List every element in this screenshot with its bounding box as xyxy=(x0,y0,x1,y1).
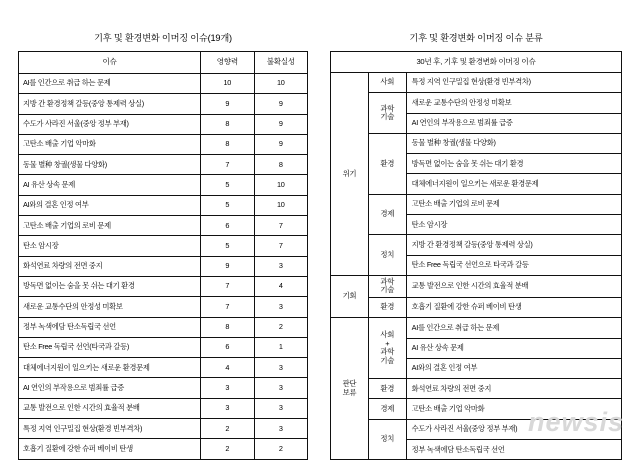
watermark-logo: newsis xyxy=(527,407,624,437)
uncertainty-value: 10 xyxy=(254,175,307,195)
table-row xyxy=(19,236,308,256)
table-header-row xyxy=(331,52,622,73)
impact-value: 5 xyxy=(201,195,254,215)
left-table-title: 기후 및 환경변화 이머징 이슈(19개) xyxy=(94,33,232,43)
issue-name: 정부 녹색에담 탄소독립국 선언 xyxy=(406,440,621,460)
table-row xyxy=(19,74,308,94)
issue-name: 대체에너지원이 일으키는 새로운 환경문제 xyxy=(406,174,621,194)
right-table-title: 기후 및 환경변화 이머징 이슈 분류 xyxy=(409,33,543,43)
subgroup-label: 경제 xyxy=(368,399,406,419)
uncertainty-value: 8 xyxy=(254,155,307,175)
impact-value: 5 xyxy=(201,175,254,195)
issue-name: 화석연료 차량의 전면 중지 xyxy=(19,256,201,276)
table-row xyxy=(19,398,308,418)
uncertainty-value: 9 xyxy=(254,134,307,154)
issue-name: 고탄소 배출 기업 악마화 xyxy=(406,399,621,419)
table-row xyxy=(19,216,308,236)
table-row xyxy=(331,194,622,214)
uncertainty-value: 3 xyxy=(254,358,307,378)
subgroup-label: 정치 xyxy=(368,235,406,276)
uncertainty-value: 2 xyxy=(254,317,307,337)
right-panel xyxy=(330,30,622,460)
issue-name: 화석연료 차량의 전면 중지 xyxy=(406,379,621,399)
issue-name: 동물 별种 창궐(생물 다양화) xyxy=(19,155,201,175)
issue-name: 특정 지역 인구밀집 현상(환경 빈부격차) xyxy=(406,73,621,93)
table-row xyxy=(19,276,308,296)
impact-value: 4 xyxy=(201,358,254,378)
issue-name: 새로운 교통수단의 안정성 미확보 xyxy=(406,93,621,113)
table-row xyxy=(331,318,622,338)
impact-value: 9 xyxy=(201,94,254,114)
table-row xyxy=(19,337,308,357)
table-row xyxy=(331,93,622,113)
issue-name: 교통 발전으로 인한 시간의 효율적 분배 xyxy=(406,275,621,297)
table-row xyxy=(331,235,622,255)
table-row xyxy=(19,439,308,459)
table-row xyxy=(19,358,308,378)
subgroup-label: 과학 기술 xyxy=(368,93,406,134)
uncertainty-value: 7 xyxy=(254,216,307,236)
table-row xyxy=(19,114,308,134)
issue-name: 특정 지역 인구밀집 현상(환경 빈부격차) xyxy=(19,419,201,439)
group-label: 위기 xyxy=(331,73,369,276)
uncertainty-value: 10 xyxy=(254,74,307,94)
left-panel xyxy=(18,30,308,460)
impact-value: 8 xyxy=(201,134,254,154)
issue-name: 교통 발전으로 인한 시간의 효율적 분배 xyxy=(19,398,201,418)
impact-value: 6 xyxy=(201,216,254,236)
issue-name: AI와의 결혼 인정 여부 xyxy=(406,358,621,378)
issue-name: 새로운 교통수단의 안정성 미확보 xyxy=(19,297,201,317)
issue-name: 탄소 암시장 xyxy=(19,236,201,256)
issue-name: AI와의 결혼 인정 여부 xyxy=(19,195,201,215)
classification-header: 30년 후, 기후 및 환경변화 이머징 이슈 xyxy=(331,52,622,73)
issue-name: AI를 인간으로 취급 하는 문제 xyxy=(19,74,201,94)
uncertainty-value: 3 xyxy=(254,398,307,418)
issue-name: 탄소 Free 독립국 선언(타국과 갈등) xyxy=(19,337,201,357)
issue-classification-table xyxy=(330,51,622,460)
issue-name: 동물 별种 창궐(생물 다양화) xyxy=(406,133,621,153)
issue-name: 방독면 없이는 숨을 못 쉬는 대기 환경 xyxy=(19,276,201,296)
impact-value: 6 xyxy=(201,337,254,357)
subgroup-label: 환경 xyxy=(368,298,406,318)
issue-name: AI를 인간으로 취급 하는 문제 xyxy=(406,318,621,338)
table-row xyxy=(331,298,622,318)
table-row xyxy=(331,379,622,399)
impact-value: 3 xyxy=(201,378,254,398)
impact-value: 2 xyxy=(201,439,254,459)
issue-name: 고탄소 배출 기업의 로비 문제 xyxy=(406,194,621,214)
issue-name: 고탄소 배출 기업의 로비 문제 xyxy=(19,216,201,236)
col-header-issue: 이슈 xyxy=(19,52,201,74)
issue-name: 지방 간 환경정책 갈등(중앙 통제력 상실) xyxy=(406,235,621,255)
emerging-issues-table xyxy=(18,51,308,460)
subgroup-label: 경제 xyxy=(368,194,406,235)
uncertainty-value: 3 xyxy=(254,256,307,276)
uncertainty-value: 3 xyxy=(254,419,307,439)
subgroup-label: 환경 xyxy=(368,133,406,194)
uncertainty-value: 3 xyxy=(254,297,307,317)
col-header-uncertainty: 불확실성 xyxy=(254,52,307,74)
issue-name: 정부 녹색에담 탄소독립국 선언 xyxy=(19,317,201,337)
table-row xyxy=(19,195,308,215)
impact-value: 5 xyxy=(201,236,254,256)
table-row xyxy=(19,175,308,195)
table-row xyxy=(19,256,308,276)
group-label: 기회 xyxy=(331,275,369,317)
issue-name: 방독면 없이는 숨을 못 쉬는 대기 환경 xyxy=(406,154,621,174)
impact-value: 2 xyxy=(201,419,254,439)
issue-name: 호흡기 질환에 강한 슈퍼 베이비 탄생 xyxy=(19,439,201,459)
subgroup-label: 과학 기술 xyxy=(368,275,406,297)
table-row xyxy=(19,155,308,175)
table-row xyxy=(19,94,308,114)
table-row xyxy=(19,297,308,317)
issue-name: 수도가 사라진 서울(중앙 정부 부재) xyxy=(406,419,621,439)
impact-value: 10 xyxy=(201,74,254,94)
issue-name: 지방 간 환경정책 갈등(중앙 통제력 상실) xyxy=(19,94,201,114)
impact-value: 7 xyxy=(201,297,254,317)
issue-name: AI 연인의 부작용으로 범죄률 급증 xyxy=(19,378,201,398)
table-row xyxy=(19,378,308,398)
uncertainty-value: 3 xyxy=(254,378,307,398)
issue-name: 호흡기 질환에 강한 슈퍼 베이비 탄생 xyxy=(406,298,621,318)
uncertainty-value: 9 xyxy=(254,114,307,134)
table-row xyxy=(331,275,622,297)
subgroup-label: 정치 xyxy=(368,419,406,460)
issue-name: AI 연인의 부작용으로 범죄률 급증 xyxy=(406,113,621,133)
impact-value: 7 xyxy=(201,155,254,175)
impact-value: 7 xyxy=(201,276,254,296)
col-header-impact: 영향력 xyxy=(201,52,254,74)
issue-name: AI 유산 상속 문제 xyxy=(19,175,201,195)
subgroup-label: 사회 xyxy=(368,73,406,93)
uncertainty-value: 9 xyxy=(254,94,307,114)
issue-name: 탄소 암시장 xyxy=(406,215,621,235)
table-row xyxy=(331,73,622,93)
table-row xyxy=(19,419,308,439)
subgroup-label: 환경 xyxy=(368,379,406,399)
table-header-row xyxy=(19,52,308,74)
subgroup-label: 사회 + 과학 기술 xyxy=(368,318,406,379)
uncertainty-value: 2 xyxy=(254,439,307,459)
impact-value: 9 xyxy=(201,256,254,276)
uncertainty-value: 10 xyxy=(254,195,307,215)
issue-name: 탄소 Free 독립국 선언으로 타국과 갈등 xyxy=(406,255,621,275)
issue-name: AI 유산 상속 문제 xyxy=(406,338,621,358)
uncertainty-value: 1 xyxy=(254,337,307,357)
impact-value: 3 xyxy=(201,398,254,418)
uncertainty-value: 7 xyxy=(254,236,307,256)
impact-value: 8 xyxy=(201,317,254,337)
uncertainty-value: 4 xyxy=(254,276,307,296)
table-row xyxy=(19,317,308,337)
table-row xyxy=(19,134,308,154)
table-row xyxy=(331,133,622,153)
issue-name: 수도가 사라진 서울(중앙 정부 부재) xyxy=(19,114,201,134)
issue-name: 대체에너지원이 일으키는 새로운 환경문제 xyxy=(19,358,201,378)
group-label: 판단 보류 xyxy=(331,318,369,460)
impact-value: 8 xyxy=(201,114,254,134)
issue-name: 고탄소 배출 기업 악마화 xyxy=(19,134,201,154)
